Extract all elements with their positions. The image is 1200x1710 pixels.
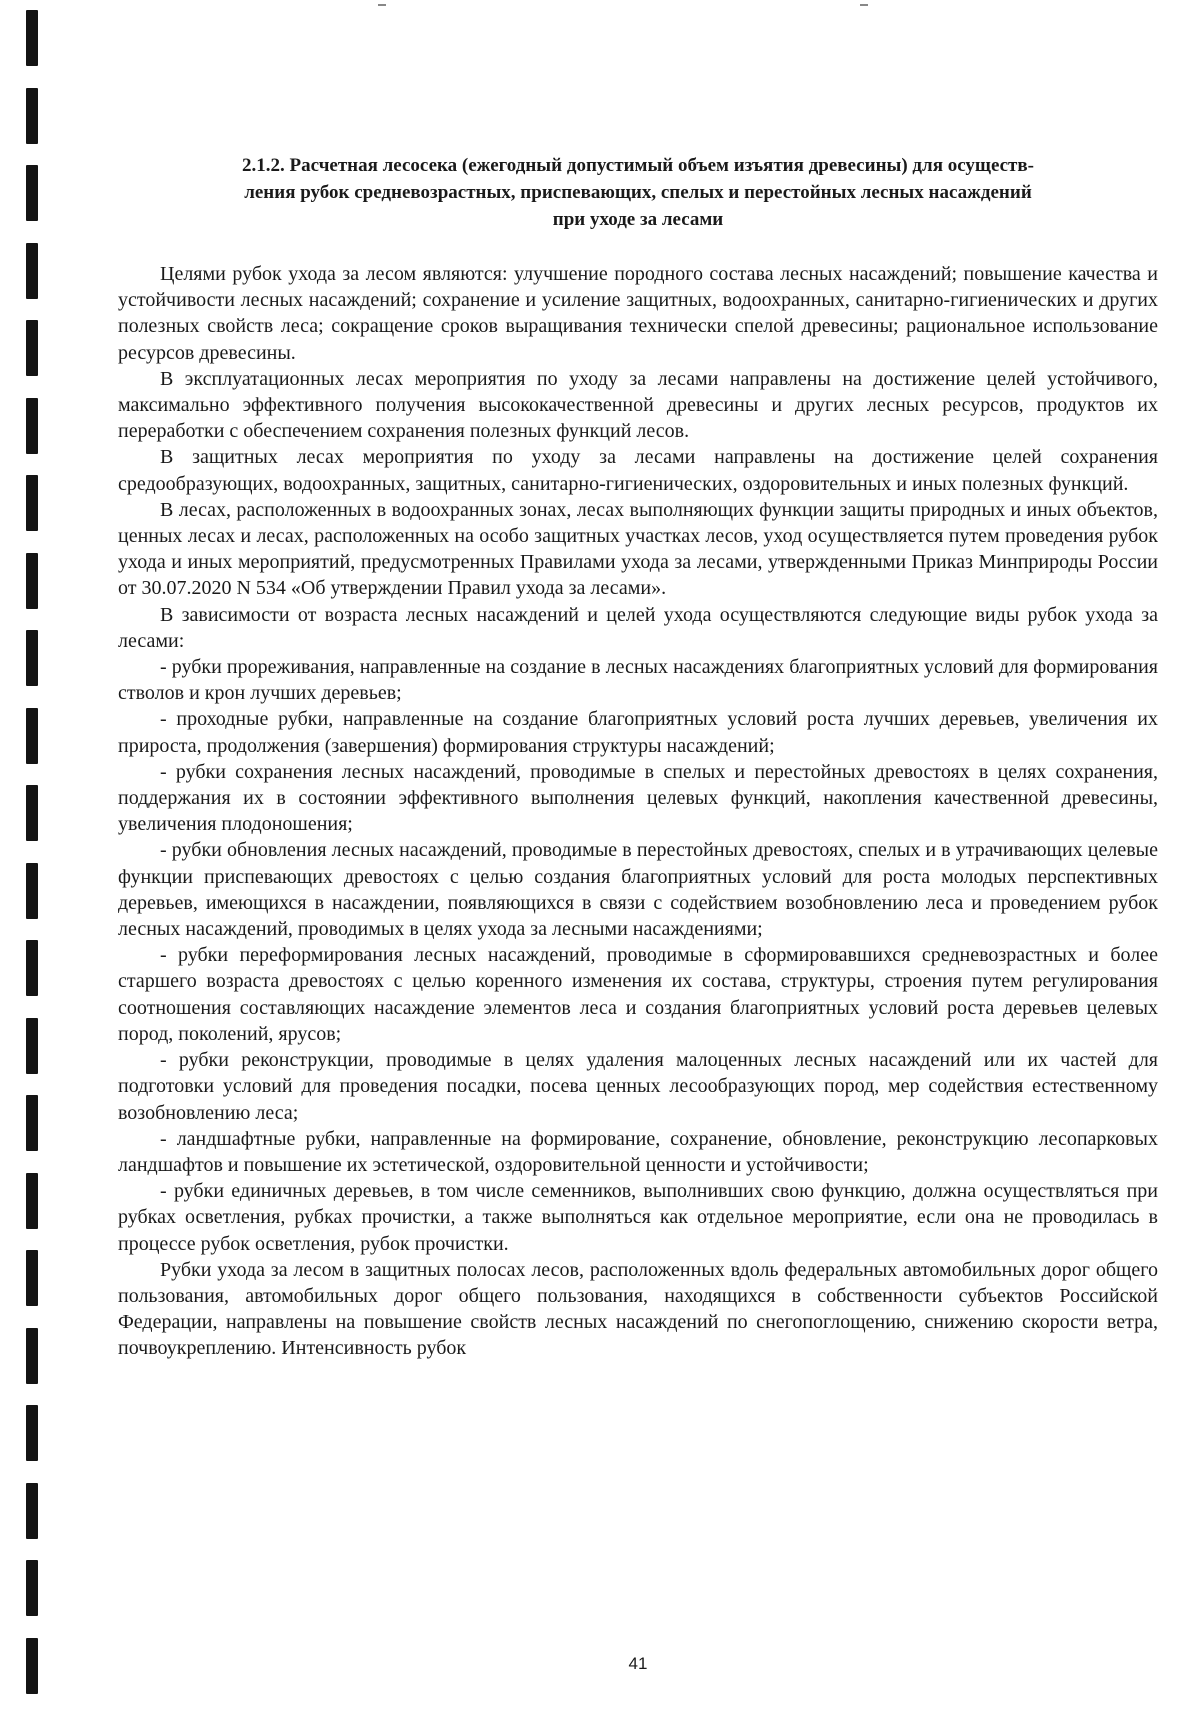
list-item-landscape-cuttings: - ландшафтные рубки, направленные на формирование, сохранение, обновление, реконструкцию лесопарковых ландшафтов и повышение их эстетической, оздоровительной ценности и устойчивости;	[118, 1127, 1158, 1176]
binding-mark	[26, 630, 38, 686]
paragraph-roadside-belts: Рубки ухода за лесом в защитных полосах лесов, расположенных вдоль федеральных автомобильных дорог общего пользования, автомобильных дорог общего пользования, находящихся в собственности субъектов Российской Федерации, направлены на повышение свойств лесных насаждений по снегопоглощению, снижению скорости ветра, почвоукреплению. Интенсивность рубок	[118, 1258, 1158, 1360]
heading-line-2: ления рубок средневозрастных, приспевающих, спелых и перестойных лесных насаждений	[244, 182, 1032, 203]
body-text	[118, 261, 1158, 1362]
binding-mark	[26, 88, 38, 144]
binding-mark	[26, 785, 38, 841]
list-item-reformation-cuttings: - рубки переформирования лесных насаждений, проводимые в сформировавшихся средневозрастных и более старшего возраста древостоях с целью коренного изменения их состава, структуры, строения путем регулирования соотношения составляющих насаждение элементов леса и создания благоприятных условий роста деревьев целевых пород, поколений, ярусов;	[118, 944, 1158, 1045]
binding-mark	[26, 1173, 38, 1229]
binding-mark	[26, 708, 38, 764]
binding-mark	[26, 1328, 38, 1384]
list-item-thinning: - рубки прореживания, направленные на создание в лесных насаждениях благоприятных условий для формирования стволов и крон лучших деревьев;	[118, 656, 1158, 705]
list-item-passage-cuttings: - проходные рубки, направленные на создание благоприятных условий роста лучших деревьев, увеличения их прироста, продолжения (завершения) формирования структуры насаждений;	[118, 708, 1158, 757]
list-item-reconstruction-cuttings: - рубки реконструкции, проводимые в целях удаления малоценных лесных насаждений или их частей для подготовки условий для проведения посадки, посева ценных лесообразующих пород, мер содействия естественному возобновлению леса;	[118, 1049, 1158, 1124]
paragraph-exploitation-forests: В эксплуатационных лесах мероприятия по уходу за лесами направлены на достижение целей устойчивого, максимально эффективного получения высококачественной древесины и других лесных ресурсов, продуктов их переработки с обеспечением сохранения полезных функций лесов.	[118, 367, 1158, 443]
heading-line-1: 2.1.2. Расчетная лесосека (ежегодный допустимый объем изъятия древесины) для осуществ-	[242, 155, 1034, 176]
heading-line-3: при уходе за лесами	[552, 209, 724, 230]
list-item-preservation-cuttings: - рубки сохранения лесных насаждений, проводимые в спелых и перестойных древостоях в целях сохранения, поддержания их в состоянии эффективного выполнения целевых функций, накопления качественной древесины, увеличения плодоношения;	[118, 760, 1158, 836]
document-page	[118, 0, 1158, 1710]
list-item-single-tree-cuttings: - рубки единичных деревьев, в том числе семенников, выполнивших свою функцию, должна осуществляться при рубках осветления, рубках прочистки, а также выполняться как отдельное мероприятие, если она не проводилась в процессе рубок осветления, рубок прочистки.	[118, 1180, 1158, 1255]
binding-mark	[26, 1095, 38, 1151]
binding-mark	[26, 1250, 38, 1306]
list-item-renewal-cuttings: - рубки обновления лесных насаждений, проводимые в перестойных древостоях, спелых и в утрачивающих целевые функции приспевающих древостоях с целью создания благоприятных условий для роста молодых перспективных деревьев, имеющихся в насаждении, появляющихся в связи с содействием возобновлению леса и проведением рубок лесных насаждений, проводимых в целях ухода за лесными насаждениями;	[118, 839, 1158, 941]
paragraph-protective-forests: В защитных лесах мероприятия по уходу за лесами направлены на достижение целей сохранения средообразующих, водоохранных, защитных, санитарно-гигиенических, оздоровительных и иных полезных функций.	[118, 446, 1158, 495]
binding-mark	[26, 320, 38, 376]
binding-mark	[26, 1405, 38, 1461]
binding-mark	[26, 1483, 38, 1539]
binding-mark	[26, 398, 38, 454]
binding-mark	[26, 243, 38, 299]
binding-mark	[26, 553, 38, 609]
binding-mark	[26, 863, 38, 919]
binding-mark	[26, 1560, 38, 1616]
binding-mark	[26, 10, 38, 66]
page-number: 41	[628, 1654, 648, 1673]
section-heading	[118, 152, 1158, 233]
binding-mark	[26, 475, 38, 531]
binding-mark	[26, 165, 38, 221]
paragraph-types-intro: В зависимости от возраста лесных насаждений и целей ухода осуществляются следующие виды рубок ухода за лесами:	[118, 603, 1158, 652]
paragraph-water-protection-zones: В лесах, расположенных в водоохранных зонах, лесах выполняющих функции защиты природных и иных объектов, ценных лесах и лесах, расположенных на особо защитных участках лесов, уход осуществляется путем проведения рубок ухода и иных мероприятий, предусмотренных Правилами ухода за лесами, утвержденными Приказ Минприроды России от 30.07.2020 N 534 «Об утверждении Правил ухода за лесами».	[118, 498, 1158, 600]
binding-marks	[26, 0, 46, 1710]
paragraph-purposes: Целями рубок ухода за лесом являются: улучшение породного состава лесных насаждений; повышение качества и устойчивости лесных насаждений; сохранение и усиление защитных, водоохранных, санитарно-гигиенических и других полезных свойств леса; сокращение сроков выращивания технически спелой древесины; рациональное использование ресурсов древесины.	[118, 263, 1158, 364]
binding-mark	[26, 1018, 38, 1074]
binding-mark	[26, 940, 38, 996]
binding-mark	[26, 1638, 38, 1694]
